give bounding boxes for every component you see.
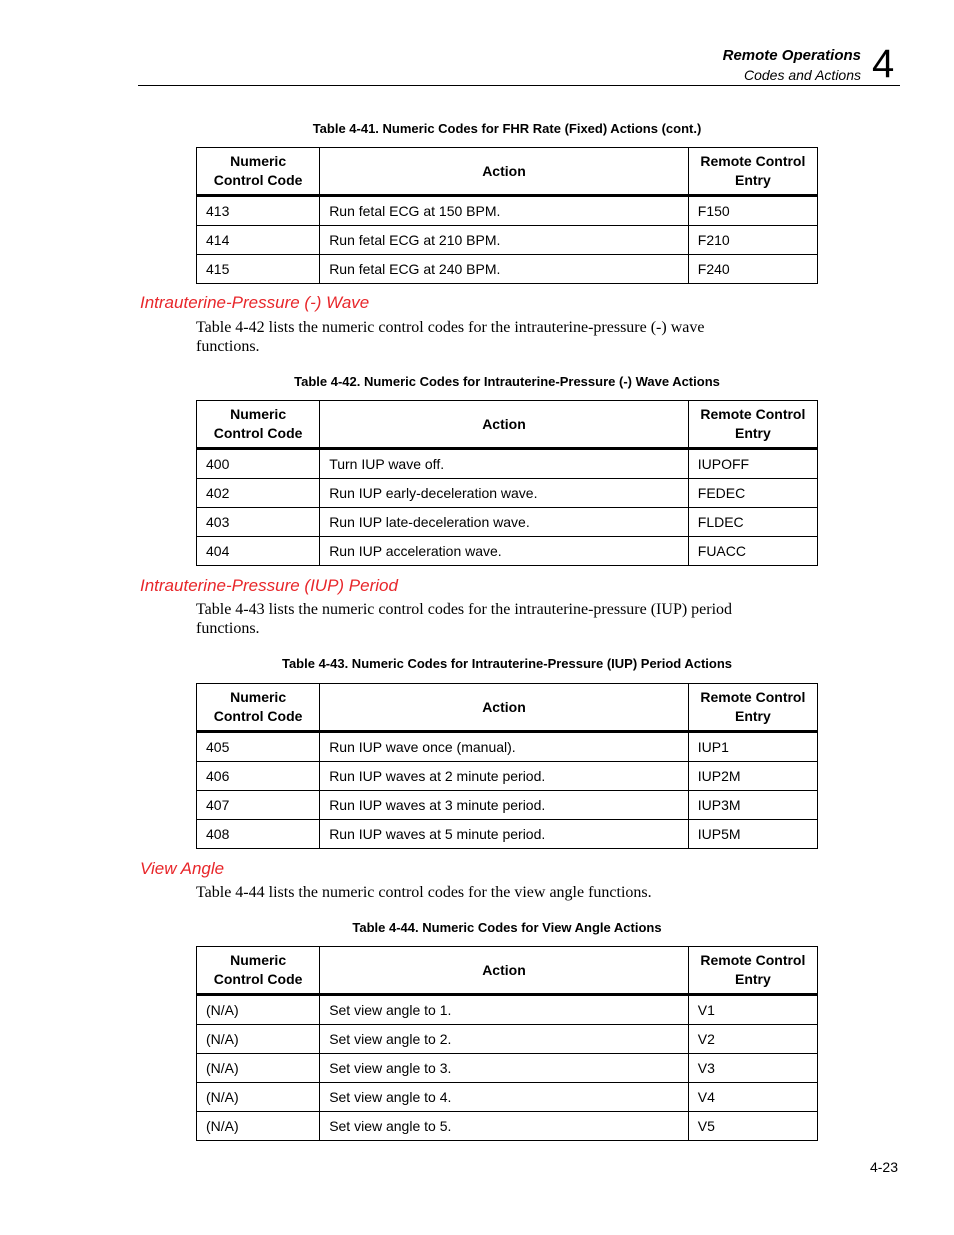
- chapter-number: 4: [872, 42, 895, 86]
- table-row: [197, 791, 818, 820]
- table-row: [197, 196, 818, 226]
- cell-code: 405: [197, 732, 320, 762]
- table-row: [197, 1083, 818, 1112]
- table-row: [197, 995, 818, 1025]
- cell-entry: FEDEC: [688, 479, 817, 508]
- header-line: Entry: [734, 971, 771, 987]
- header-line: Entry: [734, 172, 771, 188]
- cell-code: 408: [197, 820, 320, 849]
- cell-entry: IUP3M: [688, 791, 817, 820]
- header-remote-control-entry: [688, 148, 817, 196]
- running-header-title: Remote Operations: [722, 47, 861, 64]
- cell-entry: F210: [688, 226, 817, 255]
- cell-entry: V2: [688, 1025, 817, 1054]
- table-caption: Table 4-44. Numeric Codes for View Angle Actions: [352, 920, 662, 935]
- header-line: Numeric: [230, 689, 287, 705]
- table-header-row: [197, 148, 818, 196]
- header-action: Action: [320, 684, 689, 732]
- header-line: Control Code: [213, 708, 303, 724]
- table-row: [197, 479, 818, 508]
- section-paragraph: [196, 883, 816, 902]
- header-numeric-control-code: [197, 148, 320, 196]
- cell-entry: F240: [688, 255, 817, 284]
- cell-action: Set view angle to 4.: [320, 1083, 689, 1112]
- cell-code: 413: [197, 196, 320, 226]
- header-remote-control-entry: [688, 684, 817, 732]
- cell-action: Set view angle to 1.: [320, 995, 689, 1025]
- paragraph-line: Table 4-44 lists the numeric control codes for the view angle functions.: [196, 884, 652, 901]
- cell-code: (N/A): [197, 995, 320, 1025]
- header-line: Entry: [734, 708, 771, 724]
- table-row: [197, 537, 818, 566]
- table-row: [197, 255, 818, 284]
- header-action: Action: [320, 401, 689, 449]
- table-caption: Table 4-43. Numeric Codes for Intrauterine-Pressure (IUP) Period Actions: [281, 656, 733, 671]
- cell-action: Run IUP wave once (manual).: [320, 732, 689, 762]
- table-header-row: [197, 401, 818, 449]
- table-row: [197, 1112, 818, 1141]
- cell-entry: V5: [688, 1112, 817, 1141]
- cell-action: Run IUP acceleration wave.: [320, 537, 689, 566]
- cell-code: 403: [197, 508, 320, 537]
- cell-code: 406: [197, 762, 320, 791]
- section-heading: Intrauterine-Pressure (-) Wave: [140, 293, 370, 312]
- header-numeric-control-code: [197, 401, 320, 449]
- table-row: [197, 1025, 818, 1054]
- codes-table-4-44: [196, 946, 818, 1141]
- cell-code: (N/A): [197, 1054, 320, 1083]
- header-line: Remote Control: [700, 406, 806, 422]
- section-paragraph: [196, 318, 816, 356]
- section-paragraph: [196, 600, 816, 638]
- table-header-row: [197, 684, 818, 732]
- cell-action: Run fetal ECG at 210 BPM.: [320, 226, 689, 255]
- header-line: Remote Control: [700, 153, 806, 169]
- codes-table-4-42: [196, 400, 818, 566]
- table-row: [197, 762, 818, 791]
- header-remote-control-entry: [688, 401, 817, 449]
- table-row: [197, 820, 818, 849]
- cell-code: 400: [197, 449, 320, 479]
- table-header-row: [197, 947, 818, 995]
- header-remote-control-entry: [688, 947, 817, 995]
- table-row: [197, 1054, 818, 1083]
- cell-entry: F150: [688, 196, 817, 226]
- cell-action: Run IUP early-deceleration wave.: [320, 479, 689, 508]
- cell-entry: V3: [688, 1054, 817, 1083]
- cell-action: Run fetal ECG at 150 BPM.: [320, 196, 689, 226]
- header-action: Action: [320, 947, 689, 995]
- cell-action: Run IUP waves at 3 minute period.: [320, 791, 689, 820]
- section-heading: View Angle: [140, 859, 225, 878]
- header-line: Numeric: [230, 406, 287, 422]
- paragraph-line: Table 4-42 lists the numeric control codes for the intrauterine-pressure (-) wave: [196, 319, 705, 336]
- cell-code: 404: [197, 537, 320, 566]
- header-line: Entry: [734, 425, 771, 441]
- cell-action: Run fetal ECG at 240 BPM.: [320, 255, 689, 284]
- cell-action: Run IUP waves at 5 minute period.: [320, 820, 689, 849]
- codes-table-4-41: [196, 147, 818, 284]
- running-header-subtitle: Codes and Actions: [744, 67, 861, 83]
- cell-entry: V1: [688, 995, 817, 1025]
- cell-entry: IUP5M: [688, 820, 817, 849]
- header-line: Remote Control: [700, 689, 806, 705]
- header-line: Numeric: [230, 153, 287, 169]
- cell-action: Set view angle to 2.: [320, 1025, 689, 1054]
- cell-entry: FLDEC: [688, 508, 817, 537]
- cell-action: Set view angle to 5.: [320, 1112, 689, 1141]
- cell-action: Turn IUP wave off.: [320, 449, 689, 479]
- cell-entry: IUPOFF: [688, 449, 817, 479]
- cell-code: (N/A): [197, 1025, 320, 1054]
- header-rule: [138, 85, 900, 86]
- header-action: Action: [320, 148, 689, 196]
- table-row: [197, 508, 818, 537]
- table-caption: Table 4-41. Numeric Codes for FHR Rate (Fixed) Actions (cont.): [312, 121, 702, 136]
- cell-code: 407: [197, 791, 320, 820]
- cell-action: Run IUP waves at 2 minute period.: [320, 762, 689, 791]
- table-row: [197, 732, 818, 762]
- cell-entry: IUP2M: [688, 762, 817, 791]
- cell-code: (N/A): [197, 1112, 320, 1141]
- paragraph-line: Table 4-43 lists the numeric control codes for the intrauterine-pressure (IUP) period: [196, 601, 733, 618]
- header-line: Control Code: [213, 425, 303, 441]
- header-numeric-control-code: [197, 684, 320, 732]
- cell-entry: V4: [688, 1083, 817, 1112]
- header-line: Remote Control: [700, 952, 806, 968]
- cell-code: 415: [197, 255, 320, 284]
- table-row: [197, 449, 818, 479]
- header-line: Numeric: [230, 952, 287, 968]
- section-heading: Intrauterine-Pressure (IUP) Period: [140, 576, 398, 595]
- page-number: 4-23: [869, 1159, 898, 1175]
- cell-action: Run IUP late-deceleration wave.: [320, 508, 689, 537]
- cell-entry: IUP1: [688, 732, 817, 762]
- cell-code: 402: [197, 479, 320, 508]
- cell-code: (N/A): [197, 1083, 320, 1112]
- paragraph-line: functions.: [196, 338, 260, 355]
- table-caption: Table 4-42. Numeric Codes for Intrauterine-Pressure (-) Wave Actions: [294, 374, 720, 389]
- header-line: Control Code: [213, 172, 303, 188]
- cell-action: Set view angle to 3.: [320, 1054, 689, 1083]
- table-row: [197, 226, 818, 255]
- header-line: Control Code: [213, 971, 303, 987]
- cell-entry: FUACC: [688, 537, 817, 566]
- paragraph-line: functions.: [196, 620, 260, 637]
- header-numeric-control-code: [197, 947, 320, 995]
- cell-code: 414: [197, 226, 320, 255]
- codes-table-4-43: [196, 683, 818, 849]
